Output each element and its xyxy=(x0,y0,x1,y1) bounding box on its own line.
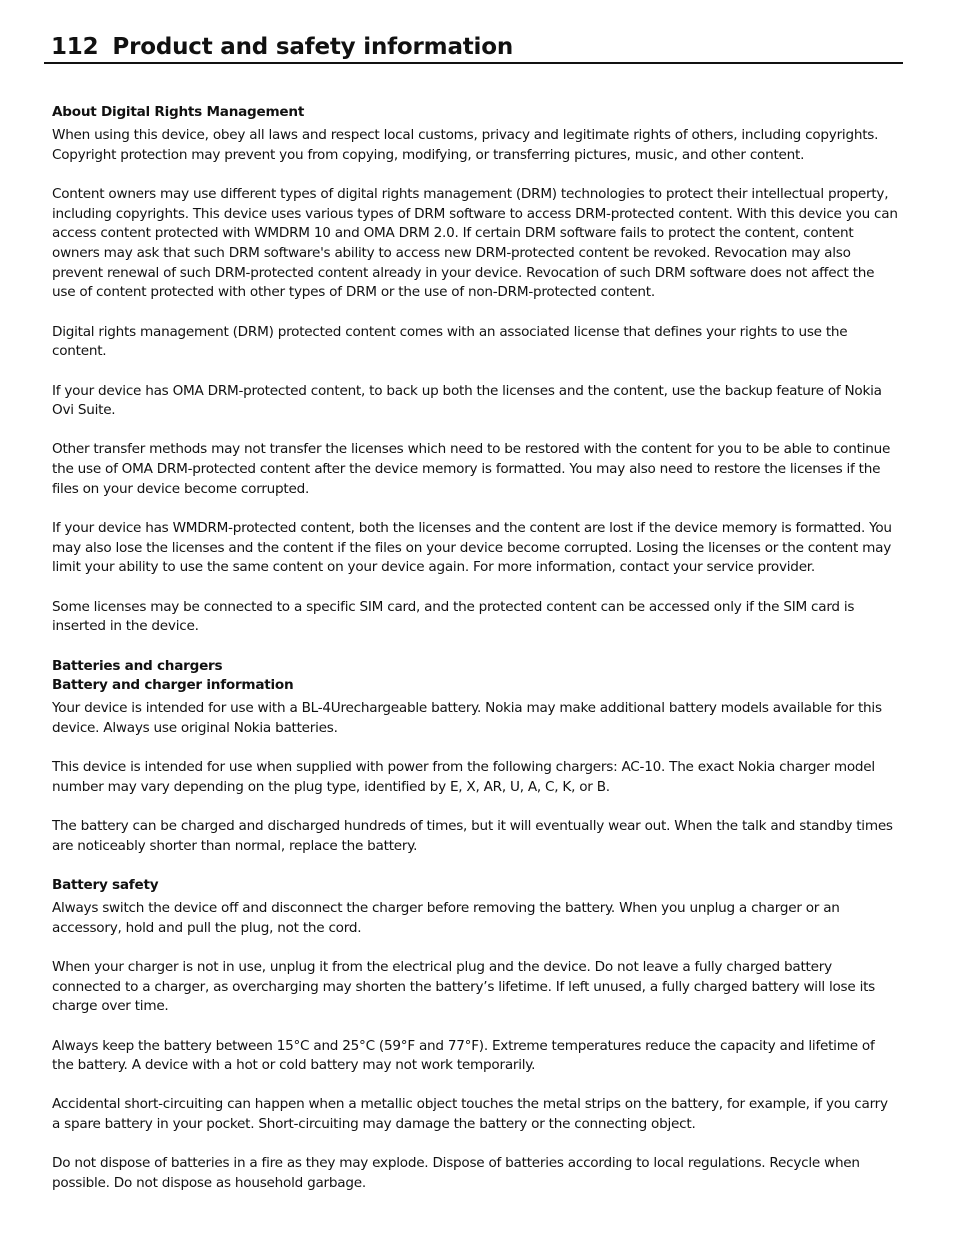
battery-safety-paragraph-4: Accidental short-circuiting can happen when a metallic object touches the metal strips on the battery, for example, if you carry a spare battery in your pocket. Short-circuiting may damage the battery or the connecting object. xyxy=(52,1096,888,1133)
drm-paragraph-2: Content owners may use different types of digital rights management (DRM) technologies to protect their intellectual property, including copyrights. This device uses various types of DRM software to access DRM-protected content. With this device you can access content protected with WMDRM 10 and OMA DRM 2.0. If certain DRM software fails to protect the content, content owners may ask that such DRM software's ability to access new DRM-protected content be revoked. Revocation may also prevent renewal of such DRM-protected content already in your device. Revocation of such DRM software does not affect the use of content protected with other types of DRM or the use of non-DRM-protected content. xyxy=(52,185,898,301)
subsection-heading-battery-info: Battery and charger information xyxy=(52,677,294,694)
battery-safety-paragraph-3: Always keep the battery between 15°C and 25°C (59°F and 77°F). Extreme temperatures reduce the capacity and lifetime of the battery. A device with a hot or cold battery may not work temporarily. xyxy=(52,1037,875,1074)
battery-safety-paragraph-5: Do not dispose of batteries in a fire as they may explode. Dispose of batteries according to local regulations. Recycle when possible. Do not dispose as household garbage. xyxy=(52,1155,860,1192)
battery-info-paragraph-1: Your device is intended for use with a BL-4Urechargeable battery. Nokia may make additional battery models available for this device. Always use original Nokia batteries. xyxy=(52,700,882,736)
page-title: Product and safety information xyxy=(112,34,514,60)
drm-paragraph-1: When using this device, obey all laws and respect local customs, privacy and legitimate rights of others, including copyrights. Copyright protection may prevent you from copying, modifying, or transferring pictures, music, and other content. xyxy=(52,127,879,163)
section-heading-drm: About Digital Rights Management xyxy=(52,104,305,120)
page-content xyxy=(52,103,898,1194)
subsection-heading-battery-safety: Battery safety xyxy=(52,876,159,893)
drm-paragraph-4: If your device has OMA DRM-protected content, to back up both the licenses and the content, use the backup feature of Nokia Ovi Suite. xyxy=(52,382,882,419)
page-header xyxy=(44,30,903,64)
page-heading xyxy=(51,33,513,61)
battery-info-paragraph-3: The battery can be charged and discharged hundreds of times, but it will eventually wear out. When the talk and standby times are noticeably shorter than normal, replace the battery. xyxy=(52,818,893,854)
drm-paragraph-7: Some licenses may be connected to a specific SIM card, and the protected content can be accessed only if the SIM card is inserted in the device. xyxy=(52,598,855,635)
page-number: 112 xyxy=(51,34,99,60)
drm-paragraph-5: Other transfer methods may not transfer the licenses which need to be restored with the content for you to be able to continue the use of OMA DRM-protected content after the device memory is formatted. You may also need to restore the licenses if the files on your device become corrupted. xyxy=(52,441,891,497)
drm-paragraph-3: Digital rights management (DRM) protected content comes with an associated license that defines your rights to use the content. xyxy=(52,323,848,360)
battery-safety-paragraph-2: When your charger is not in use, unplug it from the electrical plug and the device. Do not leave a fully charged battery connected to a charger, as overcharging may shorten the battery’s lifetime. If left unused, a fully charged battery will lose its charge over time. xyxy=(52,958,876,1015)
drm-paragraph-6: If your device has WMDRM-protected content, both the licenses and the content are lost if the device memory is formatted. You may also lose the licenses and the content if the files on your device become corrupted. Losing the licenses or the content may limit your ability to use the same content on your device again. For more information, contact your service provider. xyxy=(52,520,892,576)
battery-info-paragraph-2: This device is intended for use when supplied with power from the following chargers: AC-10. The exact Nokia charger model number may vary depending on the plug type, identified by E, X, AR, U, A, C, K, or B. xyxy=(52,759,875,795)
battery-safety-paragraph-1: Always switch the device off and disconnect the charger before removing the battery. When you unplug a charger or an accessory, hold and pull the plug, not the cord. xyxy=(52,899,840,936)
section-heading-batteries: Batteries and chargers xyxy=(52,657,223,674)
